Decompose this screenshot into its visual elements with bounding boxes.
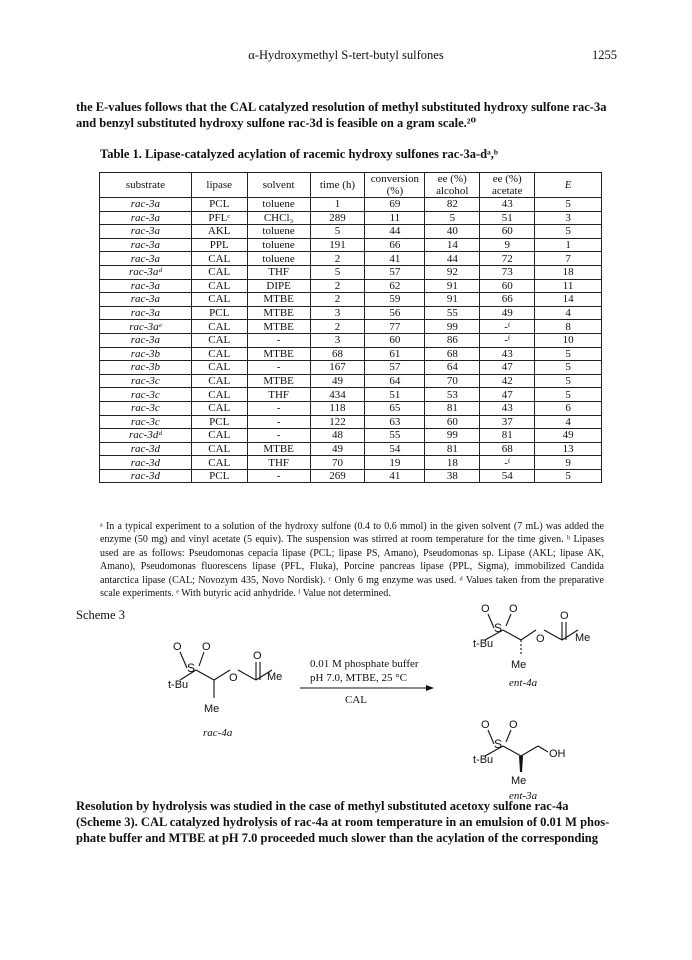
- cell-e-value: 18: [535, 265, 602, 279]
- cell-solvent: -: [247, 401, 310, 415]
- cell-e-value: 4: [535, 306, 602, 320]
- table-row: [100, 238, 602, 252]
- cell-ee-alcohol: 55: [425, 306, 480, 320]
- cell-substrate: rac-3d: [100, 456, 192, 470]
- cell-conversion: 19: [365, 456, 425, 470]
- cell-conversion: 11: [365, 211, 425, 225]
- product-1-oxo-2-label: O: [509, 603, 518, 615]
- cell-time: 5: [310, 225, 365, 239]
- col-ee-acetate: [480, 173, 535, 198]
- cell-conversion: 44: [365, 225, 425, 239]
- scheme-label: Scheme 3: [76, 608, 125, 622]
- cell-ee-acetate: 54: [480, 469, 535, 483]
- cell-ee-alcohol: 91: [425, 293, 480, 307]
- cell-ee-acetate: 43: [480, 347, 535, 361]
- cell-ee-acetate: 51: [480, 211, 535, 225]
- product-2-wedge-bond: [519, 756, 523, 772]
- cell-ee-alcohol: 86: [425, 333, 480, 347]
- reactant-methyl-label: Me: [204, 703, 220, 715]
- cell-time: 2: [310, 279, 365, 293]
- product-1-carbonyl-o-label: O: [560, 610, 569, 622]
- cell-lipase: CAL: [191, 401, 247, 415]
- cell-e-value: 13: [535, 442, 602, 456]
- col-conversion-line1: conversion: [370, 173, 420, 185]
- intro-line-1: the E-values follows that the CAL catalyzed resolution of methyl substituted hydroxy sulfone rac-3a: [76, 100, 607, 114]
- product-1-acetyl-me-label: Me: [575, 632, 591, 644]
- cell-solvent: toluene: [247, 252, 310, 266]
- cell-lipase: CAL: [191, 442, 247, 456]
- cell-lipase: CAL: [191, 333, 247, 347]
- cell-ee-acetate: 43: [480, 198, 535, 212]
- table-row: [100, 374, 602, 388]
- cell-solvent: -: [247, 429, 310, 443]
- cell-ee-alcohol: 70: [425, 374, 480, 388]
- cell-time: 48: [310, 429, 365, 443]
- cell-ee-alcohol: 92: [425, 265, 480, 279]
- cell-e-value: 3: [535, 211, 602, 225]
- cell-time: 167: [310, 361, 365, 375]
- cell-conversion: 66: [365, 238, 425, 252]
- product-1-sulfur-label: S: [494, 621, 503, 635]
- col-solvent: solvent: [247, 173, 310, 198]
- cell-lipase: CAL: [191, 456, 247, 470]
- cell-substrate: rac-3b: [100, 347, 192, 361]
- cell-conversion: 54: [365, 442, 425, 456]
- cell-ee-acetate: 47: [480, 388, 535, 402]
- cell-ee-acetate: 60: [480, 279, 535, 293]
- table-header-row: [100, 173, 602, 198]
- cell-ee-acetate: 68: [480, 442, 535, 456]
- cell-lipase: CAL: [191, 293, 247, 307]
- table-row: [100, 442, 602, 456]
- cell-substrate: rac-3c: [100, 401, 192, 415]
- cell-conversion: 57: [365, 265, 425, 279]
- cell-time: 3: [310, 306, 365, 320]
- cell-ee-alcohol: 53: [425, 388, 480, 402]
- cell-lipase: PCL: [191, 415, 247, 429]
- cell-ee-acetate: 81: [480, 429, 535, 443]
- cell-ee-acetate: -ᶠ: [480, 320, 535, 334]
- cell-time: 2: [310, 252, 365, 266]
- cell-substrate: rac-3a: [100, 333, 192, 347]
- cell-ee-acetate: -ᶠ: [480, 456, 535, 470]
- condition-line-1: 0.01 M phosphate buffer: [310, 658, 419, 670]
- cell-substrate: rac-3c: [100, 415, 192, 429]
- cell-solvent: toluene: [247, 198, 310, 212]
- intro-line-2: and benzyl substituted hydroxy sulfone rac-3d is feasible on a gram scale.²⁰: [76, 116, 476, 130]
- table-row: [100, 293, 602, 307]
- cell-ee-acetate: 42: [480, 374, 535, 388]
- col-ee-acetate-line2: acetate: [491, 185, 523, 197]
- table-row: [100, 252, 602, 266]
- product-2-name: ent-3a: [509, 790, 538, 800]
- cell-substrate: rac-3a: [100, 238, 192, 252]
- table-row: [100, 225, 602, 239]
- running-title: α-Hydroxymethyl S-tert-butyl sulfones: [248, 48, 444, 62]
- cell-time: 118: [310, 401, 365, 415]
- cell-ee-acetate: -ᶠ: [480, 333, 535, 347]
- table-row: [100, 401, 602, 415]
- cell-ee-alcohol: 99: [425, 429, 480, 443]
- product-2-oxo-2-label: O: [509, 719, 518, 731]
- cell-lipase: CAL: [191, 374, 247, 388]
- product-2-oxo-1-label: O: [481, 719, 490, 731]
- cell-solvent: MTBE: [247, 442, 310, 456]
- cell-time: 5: [310, 265, 365, 279]
- cell-time: 1: [310, 198, 365, 212]
- col-e-value: E: [535, 173, 602, 198]
- col-time: time (h): [310, 173, 365, 198]
- cell-conversion: 51: [365, 388, 425, 402]
- cell-ee-alcohol: 64: [425, 361, 480, 375]
- cell-time: 49: [310, 442, 365, 456]
- table-row: [100, 469, 602, 483]
- cell-ee-alcohol: 91: [425, 279, 480, 293]
- cell-time: 70: [310, 456, 365, 470]
- cell-e-value: 5: [535, 198, 602, 212]
- intro-paragraph: [76, 99, 622, 131]
- reactant-acetyl-me-label: Me: [267, 671, 283, 683]
- cell-substrate: rac-3a: [100, 211, 192, 225]
- table-caption: Table 1. Lipase-catalyzed acylation of racemic hydroxy sulfones rac-3a-dᵃ,ᵇ: [100, 147, 498, 161]
- table-row: [100, 456, 602, 470]
- cell-solvent: -: [247, 415, 310, 429]
- product-2-tbu-label: t-Bu: [473, 754, 494, 766]
- cell-conversion: 62: [365, 279, 425, 293]
- cell-ee-alcohol: 82: [425, 198, 480, 212]
- col-ee-acetate-line1: ee (%): [492, 173, 522, 185]
- cell-lipase: PPL: [191, 238, 247, 252]
- reactant-name: rac-4a: [203, 727, 233, 739]
- cell-solvent: MTBE: [247, 320, 310, 334]
- cell-substrate: rac-3c: [100, 388, 192, 402]
- cell-e-value: 7: [535, 252, 602, 266]
- cell-conversion: 61: [365, 347, 425, 361]
- cell-substrate: rac-3d: [100, 469, 192, 483]
- cell-solvent: MTBE: [247, 374, 310, 388]
- cell-conversion: 41: [365, 252, 425, 266]
- product-1-methyl-label: Me: [511, 659, 527, 671]
- cell-conversion: 65: [365, 401, 425, 415]
- cell-ee-alcohol: 99: [425, 320, 480, 334]
- cell-lipase: CAL: [191, 279, 247, 293]
- product-2-hydroxyl-label: OH: [549, 748, 566, 760]
- cell-solvent: THF: [247, 388, 310, 402]
- cell-time: 289: [310, 211, 365, 225]
- cell-conversion: 56: [365, 306, 425, 320]
- cell-time: 122: [310, 415, 365, 429]
- closing-line-3: phate buffer and MTBE at pH 7.0 proceeded much slower than the acylation of the corresponding: [76, 831, 599, 845]
- cell-solvent: CHCl₃: [247, 211, 310, 225]
- table-row: [100, 429, 602, 443]
- cell-conversion: 60: [365, 333, 425, 347]
- cell-lipase: CAL: [191, 320, 247, 334]
- cell-time: 68: [310, 347, 365, 361]
- cell-e-value: 14: [535, 293, 602, 307]
- cell-e-value: 11: [535, 279, 602, 293]
- table-row: [100, 388, 602, 402]
- cell-time: 191: [310, 238, 365, 252]
- col-conversion: [365, 173, 425, 198]
- product-1-tbu-label: t-Bu: [473, 638, 494, 650]
- reaction-scheme: [0, 600, 692, 800]
- product-1-name: ent-4a: [509, 677, 538, 689]
- cell-time: 2: [310, 293, 365, 307]
- results-table: [99, 172, 602, 483]
- cell-e-value: 10: [535, 333, 602, 347]
- cell-substrate: rac-3d: [100, 442, 192, 456]
- cell-solvent: -: [247, 361, 310, 375]
- cell-substrate: rac-3a: [100, 225, 192, 239]
- cell-solvent: MTBE: [247, 306, 310, 320]
- cell-e-value: 49: [535, 429, 602, 443]
- table-row: [100, 347, 602, 361]
- cell-e-value: 5: [535, 469, 602, 483]
- cell-solvent: MTBE: [247, 347, 310, 361]
- table-row: [100, 415, 602, 429]
- cell-lipase: PCL: [191, 306, 247, 320]
- table-row: [100, 333, 602, 347]
- cell-substrate: rac-3c: [100, 374, 192, 388]
- table-body: [100, 198, 602, 483]
- col-lipase: lipase: [191, 173, 247, 198]
- col-ee-alcohol-line2: alcohol: [436, 185, 469, 197]
- cell-substrate: rac-3a: [100, 198, 192, 212]
- table-row: [100, 306, 602, 320]
- cell-ee-alcohol: 81: [425, 442, 480, 456]
- cell-conversion: 64: [365, 374, 425, 388]
- col-ee-alcohol: [425, 173, 480, 198]
- cell-solvent: toluene: [247, 225, 310, 239]
- cell-conversion: 57: [365, 361, 425, 375]
- cell-substrate: rac-3dᵈ: [100, 429, 192, 443]
- product-1-ester-o-label: O: [536, 633, 545, 645]
- cell-substrate: rac-3a: [100, 252, 192, 266]
- col-conversion-line2: (%): [386, 185, 404, 197]
- cell-e-value: 5: [535, 388, 602, 402]
- cell-lipase: CAL: [191, 347, 247, 361]
- cell-ee-acetate: 9: [480, 238, 535, 252]
- cell-lipase: AKL: [191, 225, 247, 239]
- cell-e-value: 6: [535, 401, 602, 415]
- cell-substrate: rac-3aᵉ: [100, 320, 192, 334]
- product-1-oxo-1-label: O: [481, 603, 490, 615]
- cell-solvent: DIPE: [247, 279, 310, 293]
- closing-paragraph: [76, 798, 622, 846]
- cell-ee-acetate: 73: [480, 265, 535, 279]
- cell-conversion: 77: [365, 320, 425, 334]
- cell-time: 269: [310, 469, 365, 483]
- cell-lipase: CAL: [191, 388, 247, 402]
- table-row: [100, 198, 602, 212]
- cell-solvent: toluene: [247, 238, 310, 252]
- cell-ee-alcohol: 81: [425, 401, 480, 415]
- cell-e-value: 1: [535, 238, 602, 252]
- cell-conversion: 59: [365, 293, 425, 307]
- reactant-sulfur-label: S: [187, 661, 196, 675]
- cell-lipase: PCL: [191, 469, 247, 483]
- condition-line-2: pH 7.0, MTBE, 25 °C: [310, 672, 407, 684]
- cell-ee-alcohol: 44: [425, 252, 480, 266]
- cell-ee-acetate: 47: [480, 361, 535, 375]
- cell-ee-alcohol: 14: [425, 238, 480, 252]
- reactant-carbonyl-o-label: O: [253, 650, 262, 662]
- cell-ee-alcohol: 40: [425, 225, 480, 239]
- catalyst-label: CAL: [345, 694, 367, 706]
- reactant-oxo-2-label: O: [202, 641, 211, 653]
- cell-ee-alcohol: 38: [425, 469, 480, 483]
- cell-substrate: rac-3a: [100, 293, 192, 307]
- product-2-sulfur-label: S: [494, 737, 503, 751]
- col-ee-alcohol-line1: ee (%): [437, 173, 467, 185]
- cell-conversion: 55: [365, 429, 425, 443]
- cell-lipase: CAL: [191, 361, 247, 375]
- cell-conversion: 63: [365, 415, 425, 429]
- table-row: [100, 211, 602, 225]
- cell-time: 2: [310, 320, 365, 334]
- cell-solvent: MTBE: [247, 293, 310, 307]
- col-substrate: substrate: [100, 173, 192, 198]
- table-row: [100, 279, 602, 293]
- reactant-ester-o-label: O: [229, 672, 238, 684]
- cell-e-value: 5: [535, 347, 602, 361]
- cell-ee-alcohol: 18: [425, 456, 480, 470]
- cell-e-value: 5: [535, 225, 602, 239]
- product-2-methyl-label: Me: [511, 775, 527, 787]
- cell-ee-acetate: 72: [480, 252, 535, 266]
- cell-substrate: rac-3aᵈ: [100, 265, 192, 279]
- closing-line-2: (Scheme 3). CAL catalyzed hydrolysis of rac-4a at room temperature in an emulsion of 0.01 M phos-: [76, 815, 610, 829]
- cell-time: 49: [310, 374, 365, 388]
- table-footnotes: ᵃ In a typical experiment to a solution of the hydroxy sulfone (0.4 to 0.6 mmol) in the given solvent (7 mL) was added the enzyme (50 mg) and vinyl acetate (5 equiv). The suspension was stirred at room temperature for the time given. ᵇ Lipases used are as follows: Pseudomonas cepacia lipase (PCL; lipase PS, Amano), Pseudomonas sp. Lipase (AKL; lipase AK, Amano), Pseudomonas fluorescens lipase (PFL, Fluka), Porcine pancreas lipase (PPL, Sigma), immobilized Candida antarctica lipase (CAL; Novozym 435, Novo Nordisk). ᶜ Only 6 mg enzyme was used. ᵈ Values taken from the preparative scale experiments. ᵉ With butyric acid anhydride. ᶠ Value not determined.: [100, 521, 604, 600]
- cell-ee-alcohol: 68: [425, 347, 480, 361]
- cell-solvent: THF: [247, 456, 310, 470]
- cell-time: 434: [310, 388, 365, 402]
- cell-lipase: CAL: [191, 252, 247, 266]
- cell-lipase: CAL: [191, 265, 247, 279]
- cell-e-value: 5: [535, 374, 602, 388]
- cell-solvent: THF: [247, 265, 310, 279]
- cell-conversion: 69: [365, 198, 425, 212]
- cell-ee-acetate: 49: [480, 306, 535, 320]
- reaction-arrow: [300, 685, 434, 691]
- cell-ee-acetate: 37: [480, 415, 535, 429]
- cell-solvent: -: [247, 469, 310, 483]
- reactant-tbu-label: t-Bu: [168, 679, 189, 691]
- cell-lipase: CAL: [191, 429, 247, 443]
- cell-e-value: 5: [535, 361, 602, 375]
- cell-ee-acetate: 66: [480, 293, 535, 307]
- table-row: [100, 320, 602, 334]
- cell-substrate: rac-3a: [100, 279, 192, 293]
- cell-ee-alcohol: 5: [425, 211, 480, 225]
- cell-lipase: PCL: [191, 198, 247, 212]
- reactant-oxo-1-label: O: [173, 641, 182, 653]
- cell-e-value: 8: [535, 320, 602, 334]
- cell-substrate: rac-3a: [100, 306, 192, 320]
- cell-ee-alcohol: 60: [425, 415, 480, 429]
- cell-ee-acetate: 43: [480, 401, 535, 415]
- cell-e-value: 4: [535, 415, 602, 429]
- cell-lipase: PFLᶜ: [191, 211, 247, 225]
- cell-substrate: rac-3b: [100, 361, 192, 375]
- closing-line-1: Resolution by hydrolysis was studied in the case of methyl substituted acetoxy sulfone rac-4a: [76, 799, 569, 813]
- cell-conversion: 41: [365, 469, 425, 483]
- cell-e-value: 9: [535, 456, 602, 470]
- table-row: [100, 265, 602, 279]
- page-number: 1255: [592, 48, 617, 62]
- table-row: [100, 361, 602, 375]
- cell-solvent: -: [247, 333, 310, 347]
- cell-time: 3: [310, 333, 365, 347]
- cell-ee-acetate: 60: [480, 225, 535, 239]
